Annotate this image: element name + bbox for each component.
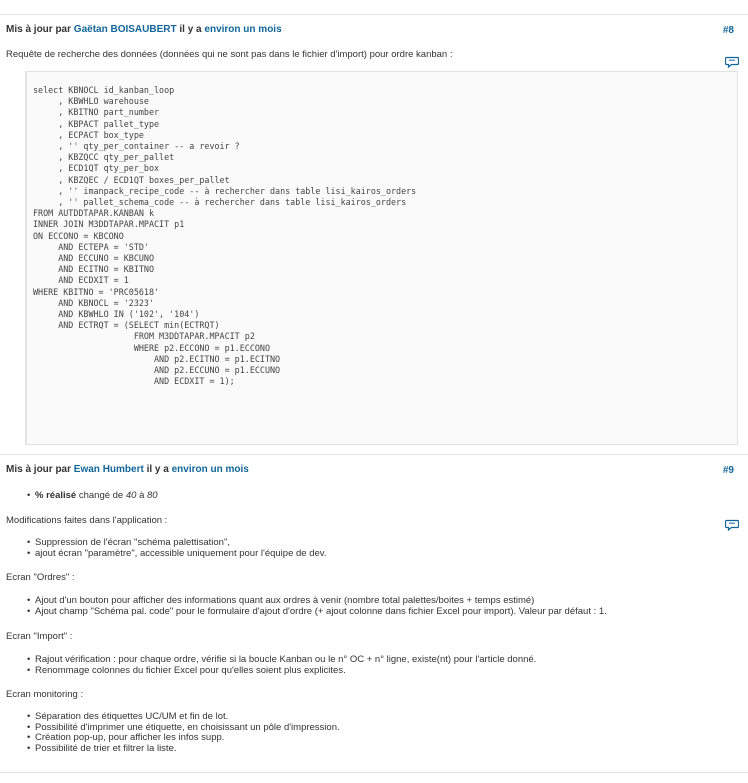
author-link[interactable]: Ewan Humbert: [73, 464, 144, 475]
journal-mid: il y a: [179, 24, 202, 35]
list-item: • Création pop-up, pour afficher les infos supp.: [35, 733, 340, 744]
journal-header: [6, 24, 282, 35]
list-item: • Possibilité d'imprimer une étiquette, en choisissant un pôle d'impression.: [35, 723, 340, 734]
quote-icon[interactable]: [725, 56, 739, 68]
section-title-modifications: Modifications faites dans l'application :: [6, 515, 168, 526]
section-list-ordres: [0, 596, 607, 617]
note-number-link[interactable]: #9: [722, 465, 734, 476]
section-title-monitoring: Ecran monitoring :: [6, 689, 84, 700]
time-link[interactable]: environ un mois: [204, 24, 282, 35]
divider: [0, 772, 748, 773]
detail-item: [35, 491, 158, 502]
section-title-import: Ecran "Import" :: [6, 631, 73, 642]
time-link[interactable]: environ un mois: [171, 464, 249, 475]
list-item: • Ajout champ "Schéma pal. code" pour le formulaire d'ajout d'ordre (+ ajout colonne dans fichier Excel pour import). Valeur par défaut : 1.: [35, 607, 607, 618]
list-item: • Suppression de l'écran "schéma palettisation",: [35, 538, 326, 549]
detail-new-value: 80: [147, 490, 158, 501]
list-item: • ajout écran "paramètre", accessible uniquement pour l'équipe de dev.: [35, 549, 326, 560]
journal-prefix: Mis à jour par: [6, 24, 72, 35]
author-link[interactable]: Gaëtan BOISAUBERT: [73, 24, 177, 35]
note-number-link[interactable]: #8: [722, 25, 734, 36]
list-item: • Séparation des étiquettes UC/UM et fin de lot.: [35, 712, 340, 723]
list-item: • Renommage colonnes du fichier Excel pour qu'elles soient plus explicites.: [35, 666, 536, 677]
journal-entry-8: [0, 14, 748, 454]
section-title-ordres: Ecran "Ordres" :: [6, 572, 75, 583]
code-block: select KBNOCL id_kanban_loop , KBWHLO warehouse , KBITNO part_number , KBPACT pallet_type , ECPACT box_type , '' qty_per_container -- a revoir ? , KBZQCC qty_per_pallet , ECD1QT qty_per_box , KBZQEC / ECD1QT boxes_per_pallet , '' imanpack_recipe_code -- à rechercher dans table lisi_kairos_orders , '' pallet_schema_code -- à rechercher dans table lisi_kairos_orders FROM AUTDDTAPAR.KANBAN k INNER JOIN M3DDTAPAR.MPACIT p1 ON ECCONO = KBCONO AND ECTEPA = 'STD' AND ECCUNO = KBCUNO AND ECITNO = KBITNO AND ECDXIT = 1 WHERE KBITNO = 'PRC05618' AND KBNOCL = '2323' AND KBWHLO IN ('102', '104') AND ECTRQT = (SELECT min(ECTRQT) FROM M3DDTAPAR.MPACIT p2 WHERE p2.ECCONO = p1.ECCONO AND p2.ECITNO = p1.ECITNO AND p2.ECCUNO = p1.ECCUNO AND ECDXIT = 1);: [25, 71, 738, 445]
list-item: • Possibilité de trier et filtrer la liste.: [35, 744, 340, 755]
details-list: [0, 491, 158, 502]
journal-intro-text: Requête de recherche des données (données qui ne sont pas dans le fichier d'import) pour ordre kanban :: [6, 49, 453, 60]
list-item: • Rajout vérification : pour chaque ordre, vérifie si la boucle Kanban ou le n° OC + n° ligne, existe(nt) pour l'article donné.: [35, 655, 536, 666]
detail-field: % réalisé: [35, 490, 77, 501]
section-list-monitoring: [0, 712, 340, 754]
journal-entry-9: [0, 454, 748, 782]
journal-mid: il y a: [146, 464, 169, 475]
detail-to-word: à: [139, 490, 145, 501]
quote-icon[interactable]: [725, 519, 739, 531]
section-list-import: [0, 655, 536, 676]
detail-old-value: 40: [125, 490, 137, 501]
list-item: • Ajout d'un bouton pour afficher des informations quant aux ordres à venir (nombre total palettes/boites + temps estimé): [35, 596, 607, 607]
section-list-modifications: [0, 538, 326, 559]
journal-header: [6, 464, 249, 475]
detail-changed: changé de: [78, 490, 124, 501]
journal-prefix: Mis à jour par: [6, 464, 72, 475]
